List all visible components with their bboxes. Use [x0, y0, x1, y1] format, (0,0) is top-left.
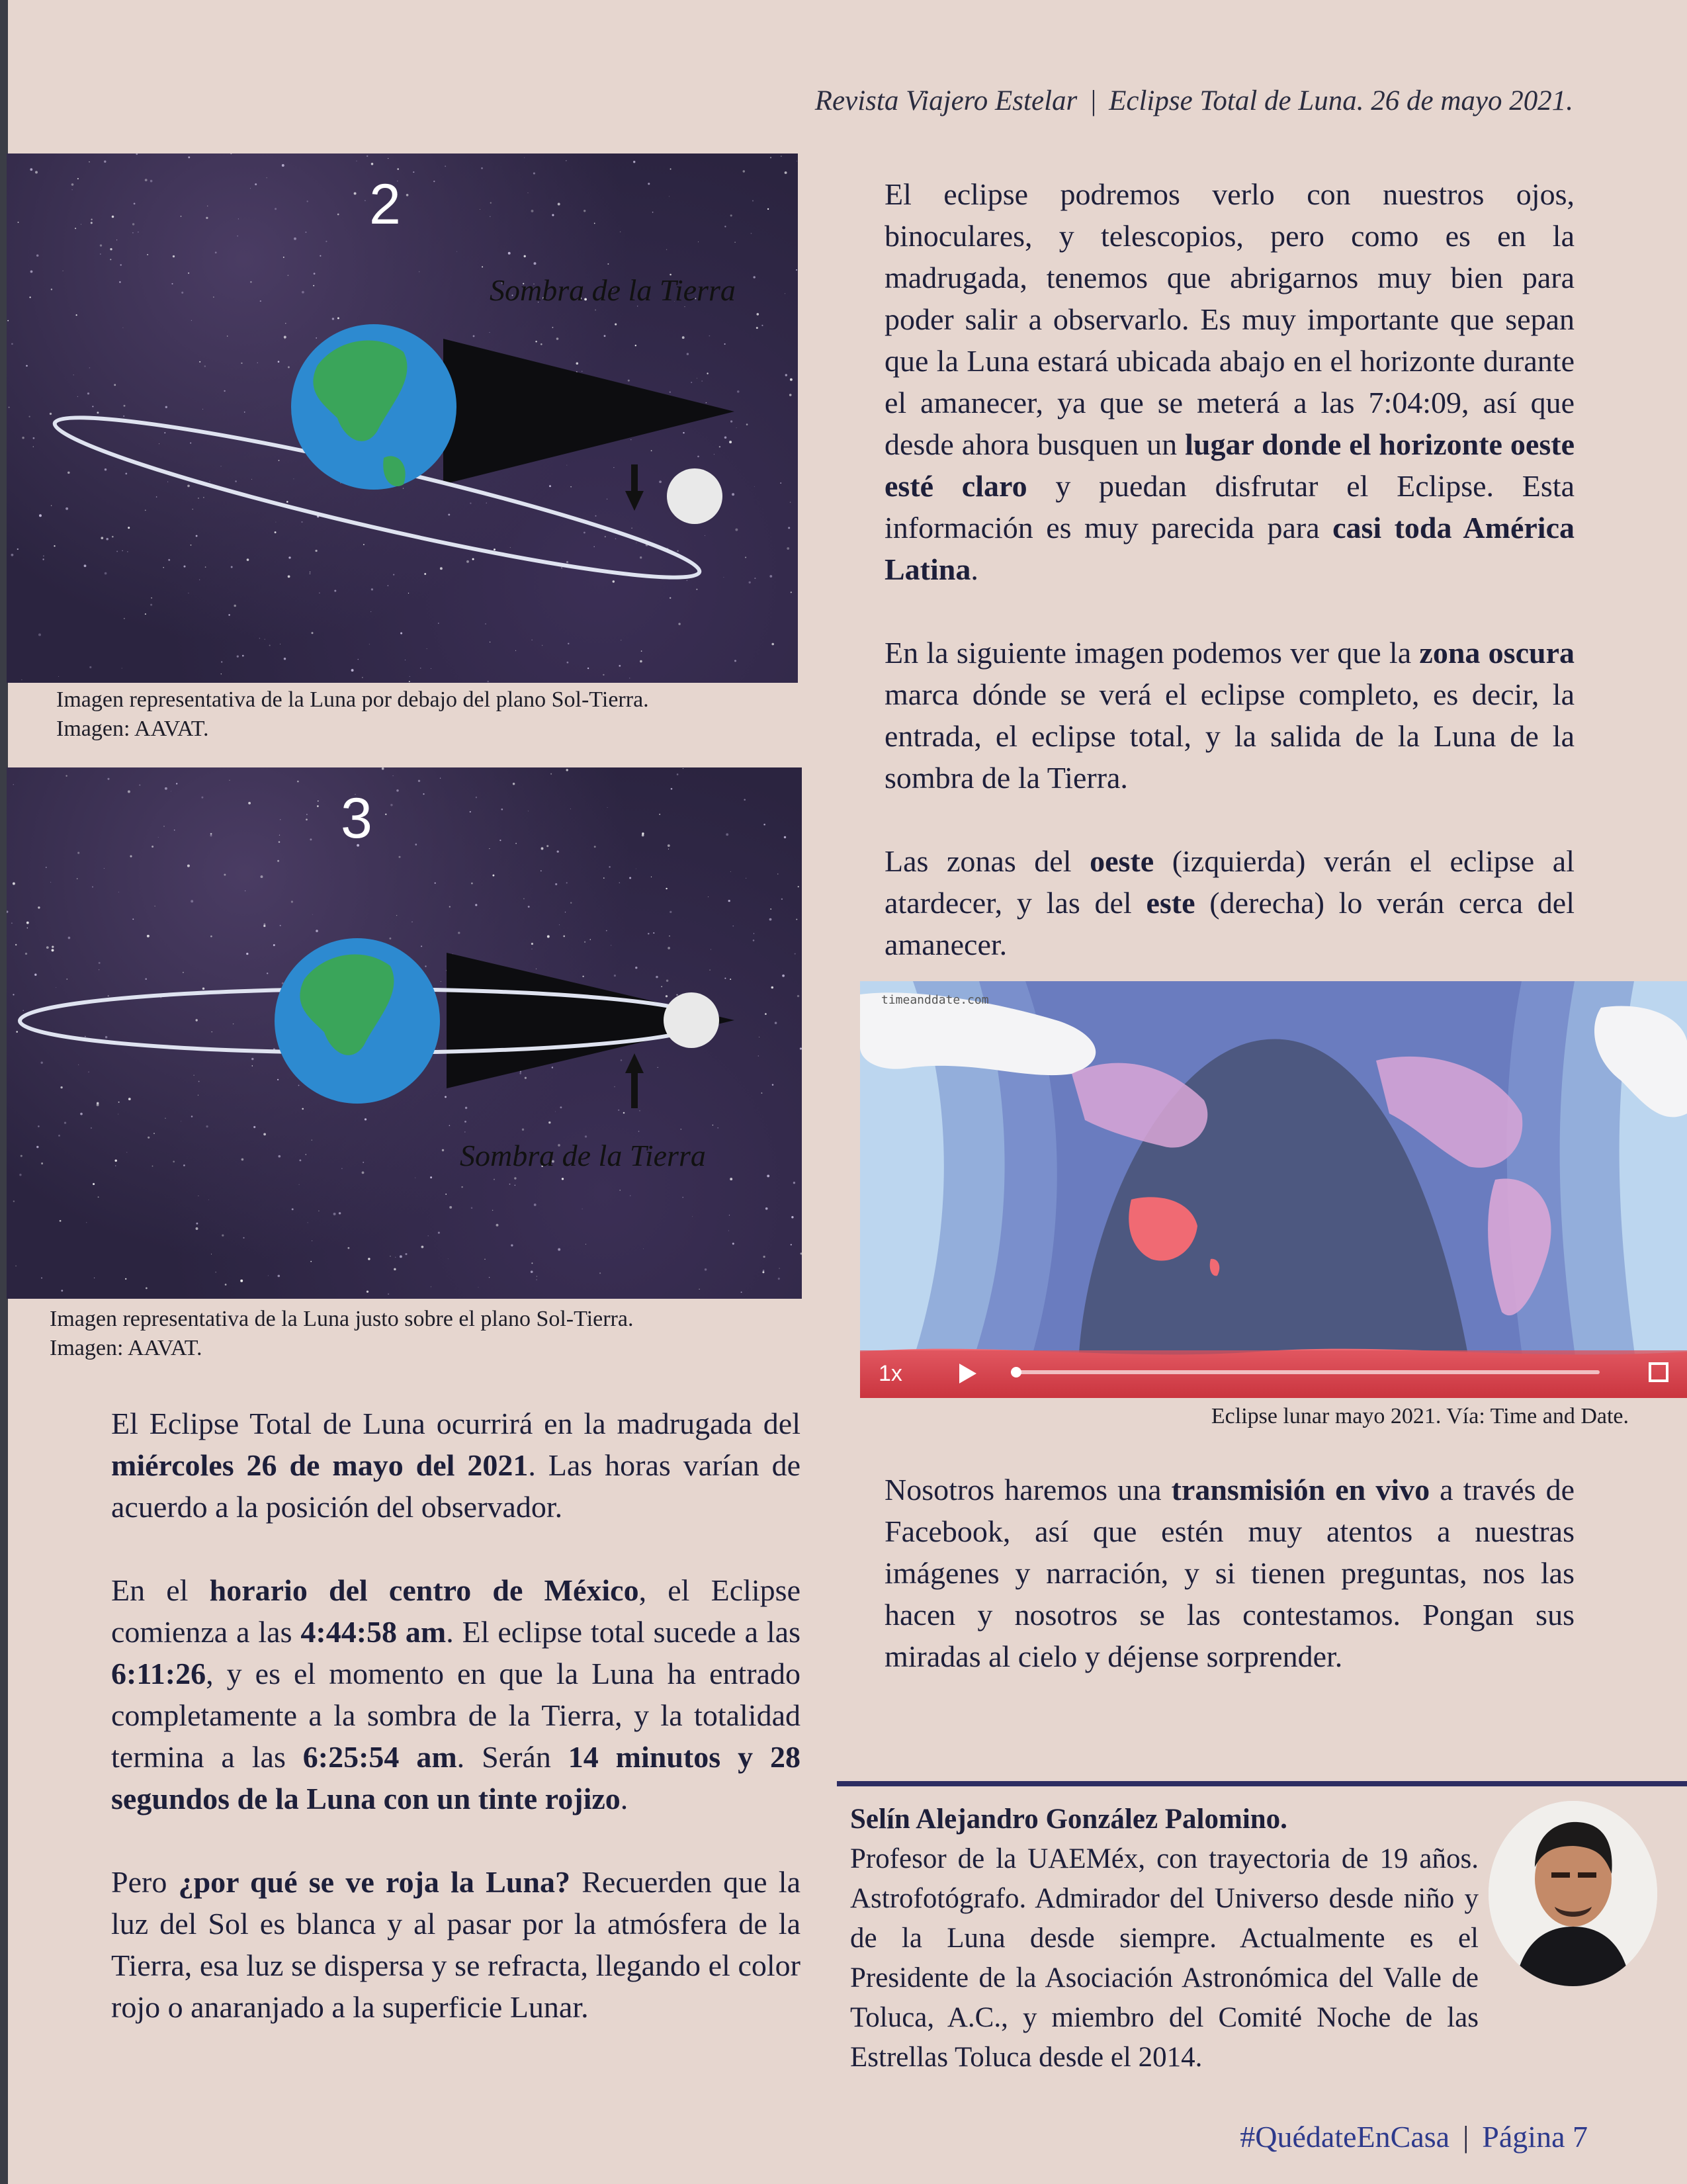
left-column-text [111, 1403, 800, 2070]
header-separator: | [1089, 85, 1098, 116]
map-caption: Eclipse lunar mayo 2021. Vía: Time and Date. [1211, 1404, 1629, 1428]
bold-text-run: 6:11:26 [111, 1657, 206, 1690]
timeline-slider[interactable] [1011, 1370, 1600, 1374]
bold-text-run: casi toda América Latina [885, 511, 1575, 586]
text-run: En la siguiente imagen podemos ver que la [885, 636, 1420, 670]
paragraph [885, 632, 1575, 799]
author-name: Selín Alejandro González Palomino. [850, 1804, 1287, 1835]
bold-text-run: zona oscura [1419, 636, 1575, 670]
figure-2-image [7, 153, 798, 683]
bold-text-run: oeste [1090, 844, 1154, 878]
figure-3-caption [50, 1305, 633, 1363]
text-run: marca dónde se verá el eclipse completo, es decir, la entrada, el eclipse total, y la salida de la Luna de la sombra de la Tierra. [885, 677, 1575, 795]
paragraph [885, 1469, 1575, 1677]
paragraph [111, 1569, 800, 1819]
text-run: y puedan disfrutar el Eclipse. Esta información es muy parecida para [885, 469, 1575, 545]
shadow-label: Sombra de la Tierra [460, 1139, 706, 1172]
orbit-diagram-3 [7, 767, 802, 1299]
text-run: , y es el momento en que la Luna ha entrado completamente a la sombra de la Tierra, y la totalidad termina a las [111, 1657, 800, 1774]
author-bio-text: Profesor de la UAEMéx, con trayectoria de 19 años. Astrofotógrafo. Admirador del Universo desde niño y de la Luna desde siempre. Actualmente es el Presidente de la Asociación Astronómica del Valle de Toluca, A.C., y miembro del Comité Noche de las Estrellas Toluca desde el 2014. [850, 1843, 1479, 2073]
page-footer [1240, 2119, 1588, 2154]
moon-icon [667, 468, 722, 524]
figure-number: 3 [341, 787, 372, 850]
magazine-name: Revista Viajero Estelar [814, 85, 1078, 116]
text-run: Nosotros haremos una [885, 1473, 1172, 1507]
text-run: Las zonas del [885, 844, 1090, 878]
footer-separator: | [1463, 2120, 1469, 2154]
bold-text-run: transmisión en vivo [1171, 1473, 1430, 1507]
bold-text-run: miércoles 26 de mayo del 2021 [111, 1448, 529, 1482]
earth-shadow-cone [443, 339, 734, 484]
caption-credit: Imagen: AAVAT. [56, 717, 209, 741]
issue-title: Eclipse Total de Luna. 26 de mayo 2021. [1109, 85, 1573, 116]
text-run: a través de Facebook, así que estén muy atentos a nuestras imágenes y narración, y si tienen preguntas, nos las hacen y nosotros se las contestamos. Pongan sus miradas al cielo y déjense sorprender. [885, 1473, 1575, 1673]
paragraph [111, 1861, 800, 2028]
bold-text-run: 14 minutos y 28 segundos de la Luna con un tinte rojizo [111, 1740, 800, 1815]
author-description [850, 1839, 1657, 2077]
bold-text-run: 6:25:54 am [302, 1740, 457, 1774]
right-column-text [885, 173, 1575, 1007]
orbit-diagram-2 [7, 153, 798, 683]
play-icon[interactable] [959, 1364, 976, 1383]
text-run: En el [111, 1573, 210, 1607]
arrow-up-icon [625, 1053, 644, 1073]
caption-line: Imagen representativa de la Luna por debajo del plano Sol-Tierra. [56, 687, 649, 712]
figure-2-caption [56, 685, 649, 744]
paragraph [111, 1403, 800, 1528]
text-run: (derecha) lo verán cerca del amanecer. [885, 886, 1575, 961]
author-divider [837, 1781, 1687, 1786]
figure-number: 2 [369, 173, 401, 236]
bold-text-run: ¿por qué se ve roja la Luna? [178, 1865, 570, 1899]
caption-line: Imagen representativa de la Luna justo sobre el plano Sol-Tierra. [50, 1307, 634, 1331]
playback-speed-button[interactable]: 1x [879, 1361, 902, 1386]
text-run: Pero [111, 1865, 179, 1899]
running-header [815, 85, 1573, 117]
shadow-label: Sombra de la Tierra [490, 273, 736, 307]
bold-text-run: este [1146, 886, 1195, 920]
text-run: (izquierda) verán el eclipse al atardecer, y las del [885, 844, 1575, 920]
bold-text-run: horario del centro de México [209, 1573, 639, 1607]
caption-credit: Imagen: AAVAT. [50, 1336, 202, 1360]
timeline-knob[interactable] [1011, 1367, 1021, 1377]
paragraph [885, 173, 1575, 590]
paragraph [885, 840, 1575, 965]
text-run: . Las horas varían de acuerdo a la posición del observador. [111, 1448, 801, 1524]
bold-text-run: lugar donde el horizonte oeste esté claro [885, 427, 1575, 503]
text-run: . El eclipse total sucede a las [446, 1615, 800, 1649]
right-column-text-lower [885, 1469, 1575, 1719]
text-run: Recuerden que la luz del Sol es blanca y al pasar por la atmósfera de la Tierra, esa luz se dispersa y se refracta, llegando el color rojo o anaranjado a la superficie Lunar. [111, 1865, 800, 2024]
text-run: El eclipse podremos verlo con nuestros ojos, binoculares, y telescopios, pero como es en la madrugada, tenemos que abrigarnos muy bien para poder salir a observarlo. Es muy importante que sepan que la Luna estará ubicada abajo en el horizonte durante el amanecer, ya que se meterá a las 7:04:09, así que desde ahora busquen un [885, 177, 1575, 461]
text-run: . [971, 552, 978, 586]
text-run: . [620, 1782, 628, 1815]
moon-icon [664, 992, 719, 1048]
eclipse-visibility-map [860, 981, 1687, 1398]
author-bio [850, 1800, 1657, 2077]
arrow-down-icon [625, 491, 644, 511]
page-number: Página 7 [1482, 2120, 1588, 2154]
figure-3-image [7, 767, 802, 1299]
bold-text-run: 4:44:58 am [300, 1615, 447, 1649]
text-run: , el Eclipse comienza a las [111, 1573, 801, 1649]
text-run: . Serán [456, 1740, 568, 1774]
hashtag: #QuédateEnCasa [1240, 2120, 1450, 2154]
map-watermark: timeanddate.com [881, 993, 989, 1007]
world-map [860, 981, 1687, 1398]
text-run: El Eclipse Total de Luna ocurrirá en la madrugada del [111, 1407, 800, 1440]
animation-player [860, 1350, 1687, 1398]
fullscreen-icon[interactable] [1649, 1362, 1668, 1382]
